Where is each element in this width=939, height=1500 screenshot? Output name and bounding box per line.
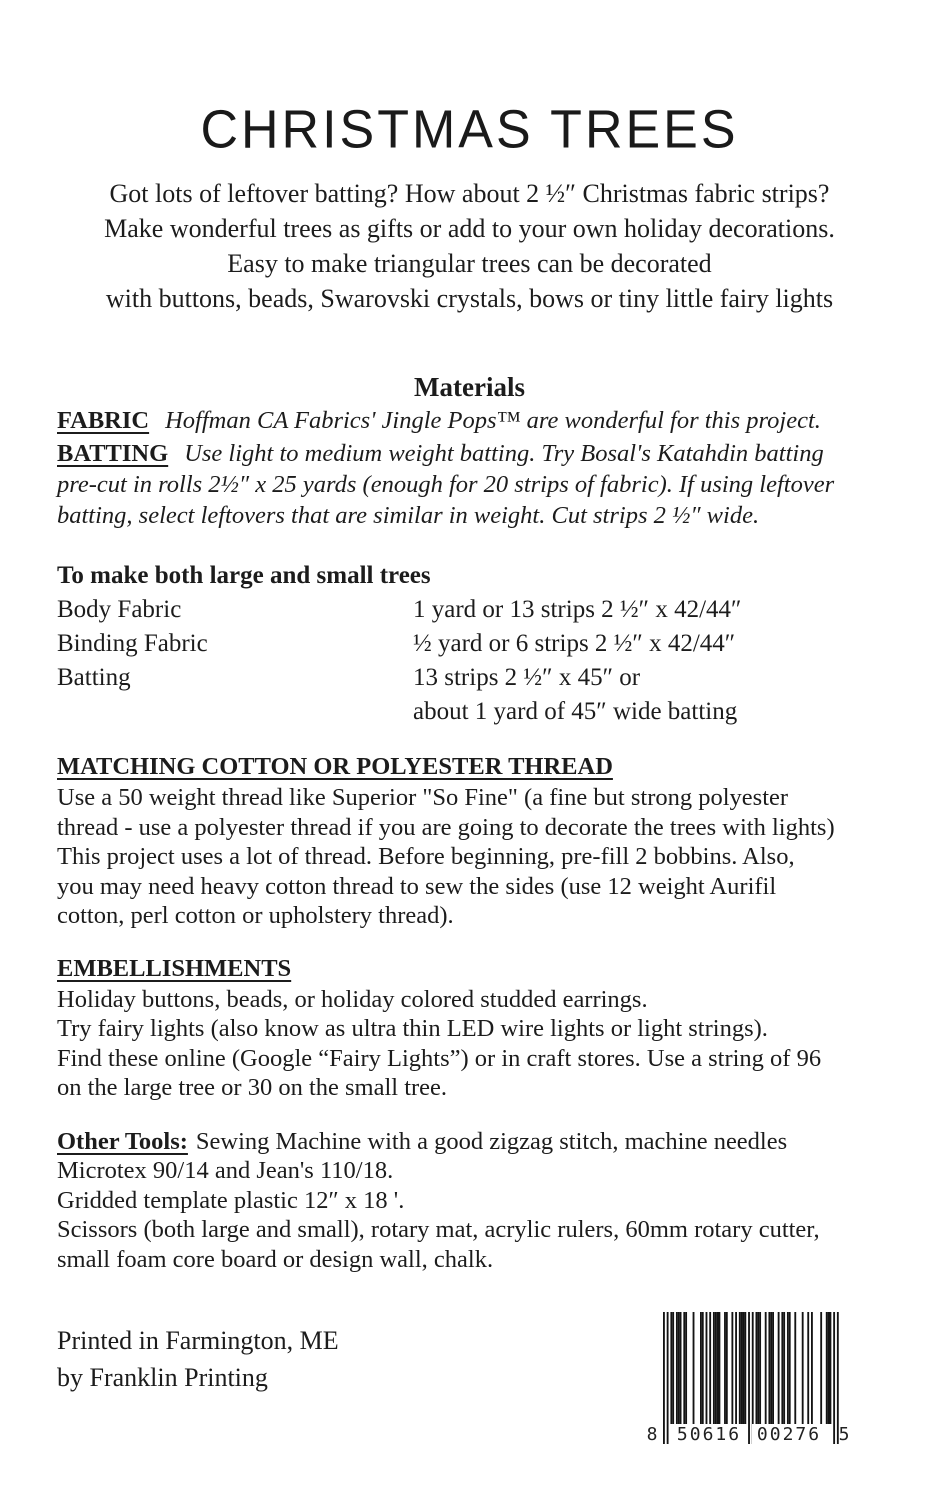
- row-value: ½ yard or 6 strips 2 ½″ x 42/44″: [413, 630, 736, 657]
- barcode: [646, 1312, 858, 1452]
- tools-section: [57, 1127, 882, 1275]
- barcode-digit-right: 5: [838, 1424, 852, 1445]
- requirements-table: [57, 559, 882, 729]
- thread-section: [57, 753, 882, 931]
- embellishments-paragraph: Holiday buttons, beads, or holiday colored studded earrings.: [57, 985, 648, 1013]
- row-label: Binding Fabric: [57, 630, 208, 657]
- intro-paragraph: [57, 176, 882, 316]
- row-value-line: 13 strips 2 ½″ x 45″ or: [413, 664, 641, 691]
- intro-line: with buttons, beads, Swarovski crystals, bows or tiny little fairy lights: [105, 284, 834, 313]
- tools-paragraph: Gridded template plastic 12″ x 18 '.: [57, 1186, 405, 1214]
- table-row: [57, 593, 882, 627]
- intro-line: Got lots of leftover batting? How about 2 ½″ Christmas fabric strips?: [109, 179, 830, 208]
- table-row: [57, 661, 882, 729]
- fabric-description: Hoffman CA Fabrics' Jingle Pops™ are wonderful for this project.: [165, 407, 821, 434]
- row-value: 1 yard or 13 strips 2 ½″ x 42/44″: [413, 596, 742, 623]
- table-row: [57, 627, 882, 661]
- barcode-digits-group1: 50616: [672, 1424, 746, 1446]
- thread-heading: MATCHING COTTON OR POLYESTER THREAD: [57, 753, 613, 780]
- intro-line: Easy to make triangular trees can be decorated: [227, 249, 712, 278]
- embellishments-section: [57, 955, 882, 1103]
- intro-line: Make wonderful trees as gifts or add to your own holiday decorations.: [104, 214, 835, 243]
- tools-label: Other Tools:: [57, 1127, 188, 1155]
- page-title: CHRISTMAS TREES: [200, 99, 739, 161]
- batting-description: Use light to medium weight batting. Try Bosal's Katahdin batting pre-cut in rolls 2½″ x 25 yards (enough for 20 strips of fabric). If using leftover batting, select leftovers that are similar in weight. Cut strips 2 ½″ wide.: [57, 440, 835, 529]
- barcode-digit-left: 8: [646, 1424, 660, 1445]
- fabric-line: [57, 405, 847, 436]
- row-label: Body Fabric: [57, 596, 182, 623]
- tools-paragraph: [57, 1127, 837, 1186]
- embellishments-paragraph: Find these online (Google “Fairy Lights”) or in craft stores. Use a string of 96 on the large tree or 30 on the small tree.: [57, 1044, 822, 1101]
- batting-label: BATTING: [57, 440, 169, 467]
- fabric-label: FABRIC: [57, 407, 150, 434]
- row-label: Batting: [57, 664, 131, 691]
- printed-credit-line: by Franklin Printing: [57, 1363, 268, 1392]
- printed-credit-line: Printed in Farmington, ME: [57, 1326, 339, 1355]
- row-value: [413, 661, 882, 729]
- materials-heading: Materials: [414, 372, 525, 402]
- tools-paragraph: Scissors (both large and small), rotary mat, acrylic rulers, 60mm rotary cutter, small foam core board or design wall, chalk.: [57, 1216, 820, 1273]
- embellishments-heading: EMBELLISHMENTS: [57, 954, 292, 982]
- batting-line: [57, 438, 847, 531]
- page-content: [0, 100, 939, 1274]
- embellishments-paragraph: Try fairy lights (also know as ultra thin LED wire lights or light strings).: [57, 1015, 768, 1042]
- tools-intro: Sewing Machine with a good zigzag stitch, machine needles Microtex 90/14 and Jean's 110/18.: [57, 1127, 788, 1184]
- printed-credit: [57, 1322, 339, 1396]
- barcode-digits-group2: 00276: [752, 1424, 826, 1446]
- thread-paragraph: Use a 50 weight thread like Superior "So Fine" (a fine but strong polyester thread - use a polyester thread if you are going to decorate the trees with lights) This project uses a lot of thread. Before beginning, pre-fill 2 bobbins. Also, you may need heavy cotton thread to sew the sides (use 12 weight Aurifil cotton, perl cotton or upholstery thread).: [57, 784, 835, 929]
- row-value-line: about 1 yard of 45″ wide batting: [413, 698, 738, 725]
- requirements-heading: To make both large and small trees: [57, 562, 431, 589]
